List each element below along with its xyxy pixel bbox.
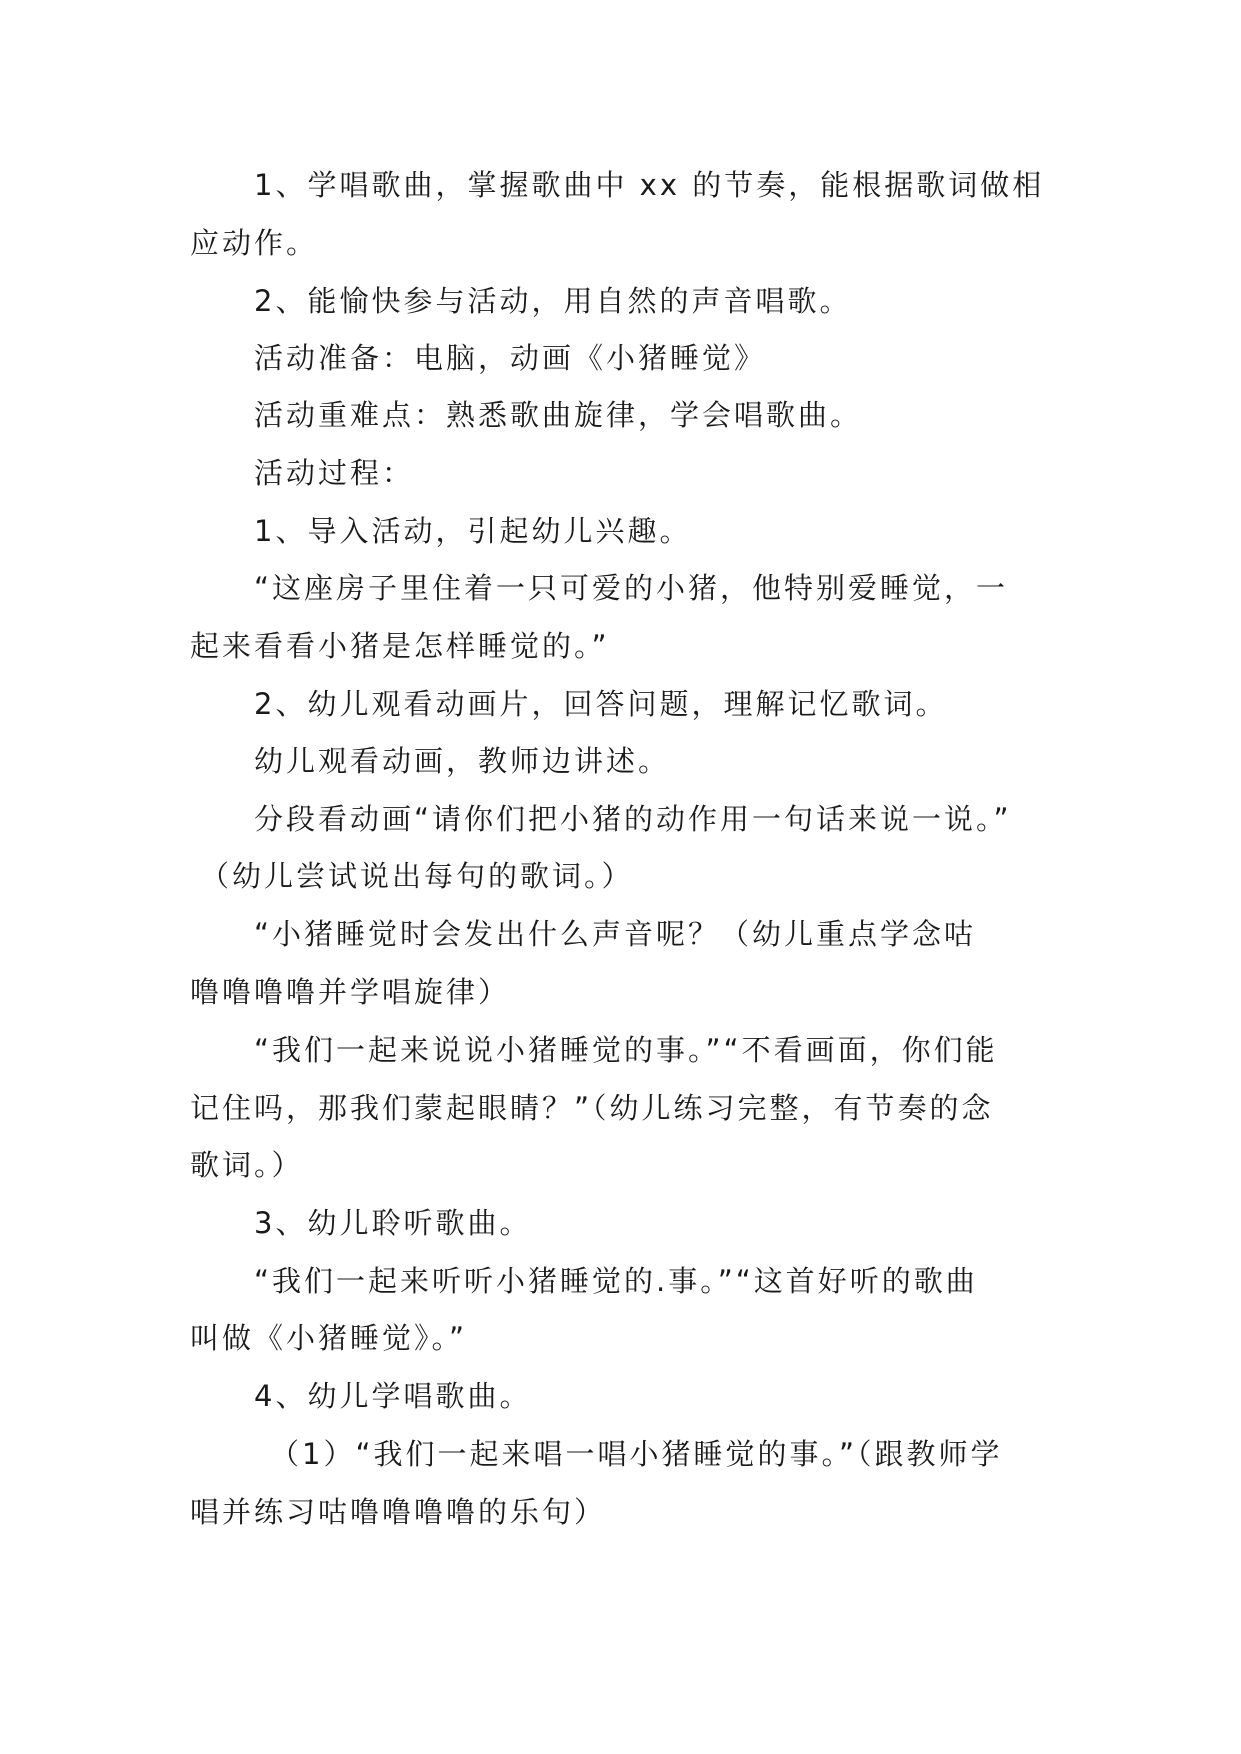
paragraph-line: 活动重难点：熟悉歌曲旋律，学会唱歌曲。: [254, 398, 863, 432]
paragraph-line: “这座房子里住着一只可爱的小猪，他特别爱睡觉，一: [254, 571, 1009, 605]
paragraph-line: 活动过程：: [254, 456, 415, 490]
paragraph-line: 应动作。: [190, 226, 319, 260]
paragraph-line: （1）“我们一起来唱一唱小猪睡觉的事。”（跟教师学: [270, 1437, 1003, 1471]
paragraph-line: 幼儿观看动画，教师边讲述。: [254, 744, 671, 778]
paragraph-line: 唱并练习咕噜噜噜噜的乐句）: [190, 1495, 607, 1529]
paragraph-line: 歌词。）: [190, 1148, 304, 1182]
paragraph-line: “我们一起来听听小猪睡觉的.事。”“这首好听的歌曲: [254, 1264, 978, 1298]
paragraph-line: 噜噜噜噜并学唱旋律）: [190, 975, 511, 1009]
paragraph-line: 叫做《小猪睡觉》。”: [190, 1321, 468, 1355]
paragraph-line: 起来看看小猪是怎样睡觉的。”: [190, 629, 610, 663]
paragraph-line: 记住吗，那我们蒙起眼睛？”（幼儿练习完整，有节奏的念: [190, 1091, 994, 1125]
paragraph-line: 活动准备：电脑，动画《小猪睡觉》: [254, 341, 767, 375]
paragraph-line: 2、幼儿观看动画片，回答问题，理解记忆歌词。: [254, 687, 948, 721]
paragraph-line: “小猪睡觉时会发出什么声音呢？（幼儿重点学念咕: [254, 917, 977, 951]
paragraph-line: 2、能愉快参与活动，用自然的声音唱歌。: [254, 284, 852, 318]
paragraph-line: 1、导入活动，引起幼儿兴趣。: [254, 514, 692, 548]
paragraph-line: 3、幼儿聆听歌曲。: [254, 1206, 532, 1240]
paragraph-line: 4、幼儿学唱歌曲。: [254, 1379, 532, 1413]
paragraph-line: 分段看动画“请你们把小猪的动作用一句话来说一说。”: [254, 802, 1012, 836]
paragraph-line: 1、学唱歌曲，掌握歌曲中 xx 的节奏，能根据歌词做相: [254, 168, 1045, 202]
paragraph-line: （幼儿尝试说出每句的歌词。）: [200, 859, 634, 893]
paragraph-line: “我们一起来说说小猪睡觉的事。”“不看画面，你们能: [254, 1033, 998, 1067]
